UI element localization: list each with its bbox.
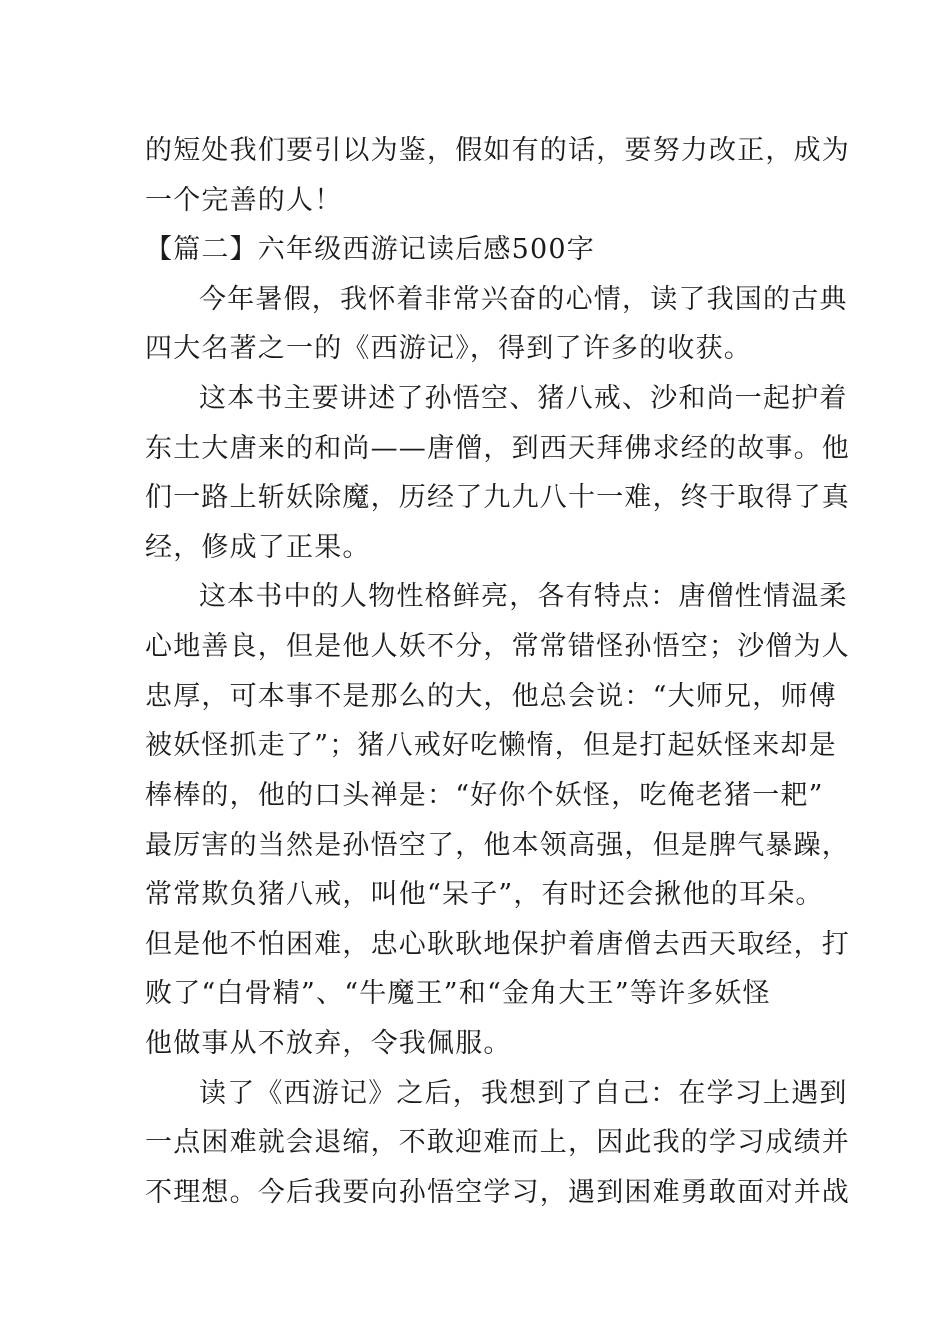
text-line: 棒棒的，他的口头禅是：“好你个妖怪，吃俺老猪一耙” [145, 780, 824, 811]
text-line: 四大名著之一的《西游记》，得到了许多的收获。 [145, 333, 752, 364]
paragraph-start-line: 今年暑假，我怀着非常兴奋的心情，读了我国的古典 [199, 284, 848, 315]
text-line: 最厉害的当然是孙悟空了，他本领高强，但是脾气暴躁， [145, 830, 850, 861]
text-line: 败了“白骨精”、“牛魔王”和“金角大王”等许多妖怪 [145, 978, 771, 1009]
text-line: 一点困难就会退缩，不敢迎难而上，因此我的学习成绩并 [145, 1127, 850, 1158]
paragraph-start-line: 这本书主要讲述了孙悟空、猪八戒、沙和尚一起护着 [199, 383, 848, 414]
text-line: 的短处我们要引以为鉴，假如有的话，要努力改正，成为 [145, 135, 850, 166]
text-line: 不理想。今后我要向孙悟空学习，遇到困难勇敢面对并战 [145, 1177, 850, 1208]
text-line: 经，修成了正果。 [145, 532, 371, 563]
text-line: 常常欺负猪八戒，叫他“呆子”，有时还会揪他的耳朵。 [145, 879, 824, 910]
text-line: 被妖怪抓走了”；猪八戒好吃懒惰，但是打起妖怪来却是 [145, 730, 837, 761]
paragraph-start-line: 这本书中的人物性格鲜亮，各有特点：唐僧性情温柔 [199, 581, 848, 612]
text-line: 他做事从不放弃，令我佩服。 [145, 1028, 512, 1059]
paragraph-start-line: 读了《西游记》之后，我想到了自己：在学习上遇到 [199, 1078, 848, 1109]
text-line: 东土大唐来的和尚——唐僧，到西天拜佛求经的故事。他 [145, 433, 850, 464]
text-line: 心地善良，但是他人妖不分，常常错怪孙悟空；沙僧为人 [145, 631, 850, 662]
text-line: 一个完善的人！ [145, 185, 343, 216]
section-heading: 【篇二】六年级西游记读后感500字 [145, 234, 595, 265]
text-line: 但是他不怕困难，忠心耿耿地保护着唐僧去西天取经，打 [145, 929, 850, 960]
text-line: 们一路上斩妖除魔，历经了九九八十一难，终于取得了真 [145, 482, 850, 513]
text-line: 忠厚，可本事不是那么的大，他总会说：“大师兄，师傅 [145, 681, 837, 712]
